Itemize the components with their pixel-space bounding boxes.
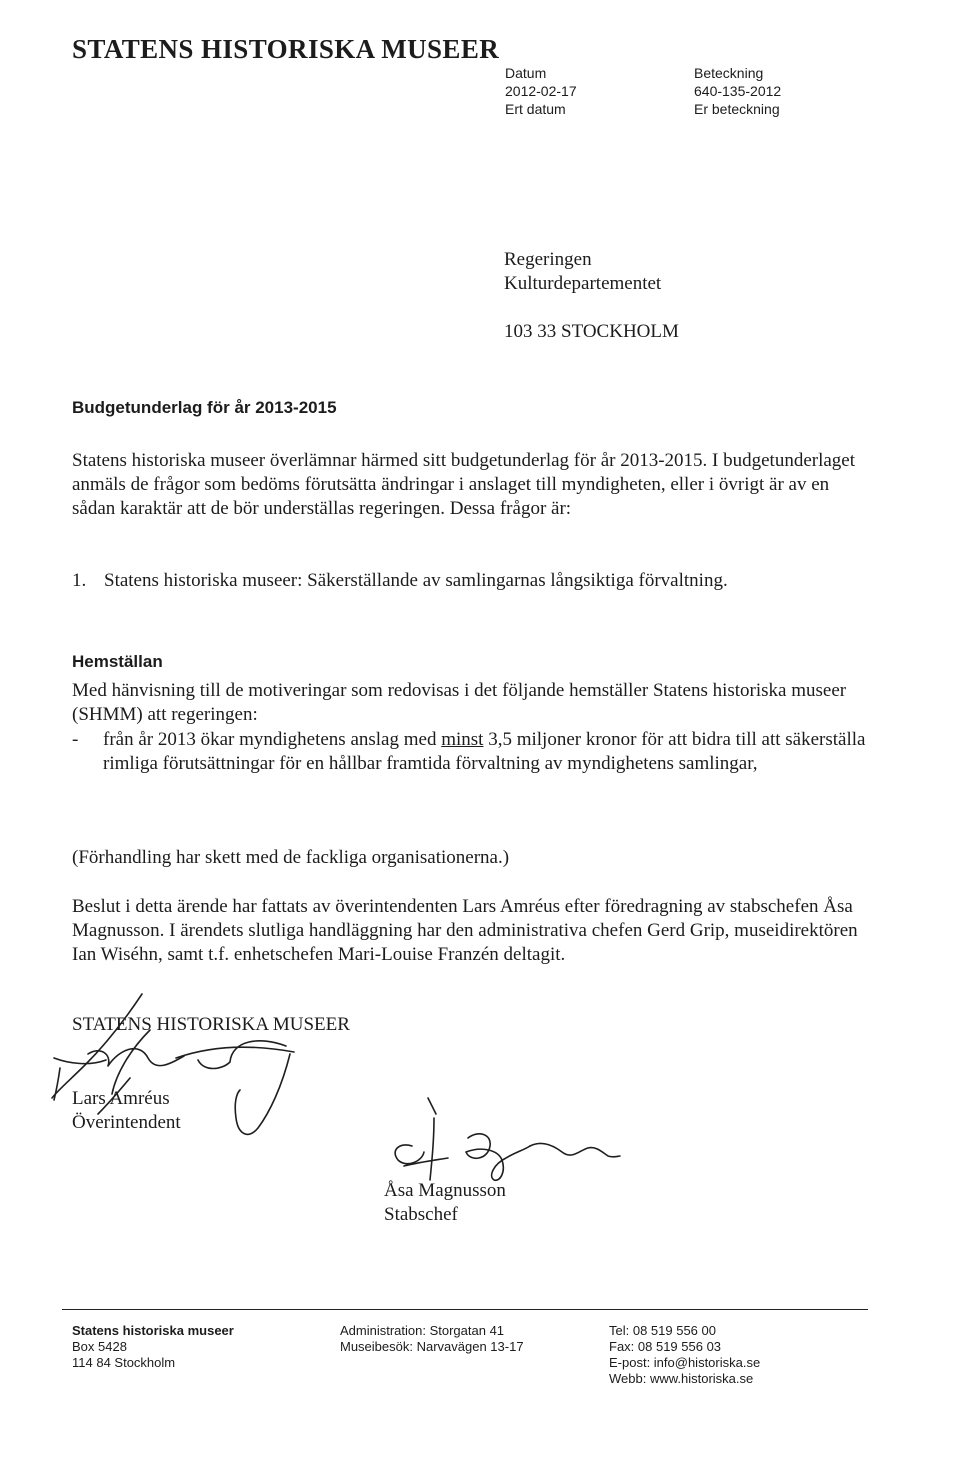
bullet-text-post: 3,5 miljoner kronor för att bidra till att säkerställa rimliga förutsättningar för en hållbar framtida förvaltning av myndighetens samlingar, (103, 729, 866, 774)
subject-heading: Budgetunderlag för år 2013-2015 (72, 398, 337, 417)
signer-2-title: Stabschef (384, 1204, 458, 1225)
signer-1-title: Överintendent (72, 1112, 181, 1133)
signer-1-name: Lars Amréus (72, 1088, 170, 1109)
signer-2-name: Åsa Magnusson (384, 1180, 506, 1201)
negotiation-note: (Förhandling har skett med de fackliga organisationerna.) (72, 847, 510, 868)
list-item-text: Statens historiska museer: Säkerställande av samlingarnas långsiktiga förvaltning. (104, 570, 728, 591)
date-value: 2012-02-17 (505, 83, 577, 99)
footer-organization (72, 1323, 234, 1371)
request-heading: Hemställan (72, 652, 163, 671)
footer-addresses (340, 1323, 524, 1355)
footer-phone: Tel: 08 519 556 00 (609, 1323, 716, 1338)
date-label: Datum (505, 65, 547, 81)
footer-contact (609, 1323, 760, 1387)
recipient-city: 103 33 STOCKHOLM (504, 321, 679, 342)
signer-1 (72, 1087, 181, 1135)
their-date-label: Ert datum (505, 101, 566, 117)
their-reference-label: Er beteckning (694, 101, 780, 117)
footer-fax: Fax: 08 519 556 03 (609, 1339, 722, 1354)
reference-label: Beteckning (694, 65, 764, 81)
recipient-line-2: Kulturdepartementet (504, 273, 662, 294)
footer-email[interactable]: E-post: info@historiska.se (609, 1355, 761, 1370)
bullet-text-emphasis: minst (441, 729, 484, 750)
list-item-number: 1. (72, 570, 87, 591)
reference-block (694, 64, 781, 118)
signer-2 (384, 1179, 506, 1227)
footer-website[interactable]: Webb: www.historiska.se (609, 1371, 754, 1386)
date-block (505, 64, 577, 118)
intro-paragraph: Statens historiska museer överlämnar härmed sitt budgetunderlag för år 2013-2015. I budgetunderlaget anmäls de frågor som bedöms förutsätta ändringar i anslaget till myndigheten, eller i övrigt är av en sådan karaktär att de bör underställas regeringen. Dessa frågor är: (72, 450, 855, 519)
footer-admin-address: Administration: Storgatan 41 (340, 1323, 505, 1338)
signature-asa-magnusson (395, 1098, 620, 1180)
reference-value: 640-135-2012 (694, 83, 782, 99)
signature-organization: STATENS HISTORISKA MUSEER (72, 1014, 350, 1035)
bullet-dash: - (72, 729, 79, 750)
footer-org-name: Statens historiska museer (72, 1323, 234, 1338)
footer-city: 114 84 Stockholm (72, 1355, 176, 1370)
request-bullet (72, 728, 872, 776)
request-paragraph: Med hänvisning till de motiveringar som redovisas i det följande hemställer Statens historiska museer (SHMM) att regeringen: (72, 680, 847, 725)
footer-divider (62, 1309, 868, 1310)
recipient-line-1: Regeringen (504, 249, 592, 270)
decision-paragraph: Beslut i detta ärende har fattats av överintendenten Lars Amréus efter föredragning av stabschefen Åsa Magnusson. I ärendets slutliga handläggning har den administrativa chefen Gerd Grip, museidirektören Ian Wiséhn, samt t.f. enhetschefen Mari-Louise Franzén deltagit. (72, 896, 858, 965)
bullet-text (103, 728, 872, 776)
recipient-address (504, 248, 679, 344)
bullet-text-pre: från år 2013 ökar myndighetens anslag med (103, 729, 437, 750)
organization-logo-text: STATENS HISTORISKA MUSEER (72, 34, 500, 64)
footer-box: Box 5428 (72, 1339, 127, 1354)
footer-visit-address: Museibesök: Narvavägen 13-17 (340, 1339, 524, 1354)
list-item (72, 570, 728, 592)
